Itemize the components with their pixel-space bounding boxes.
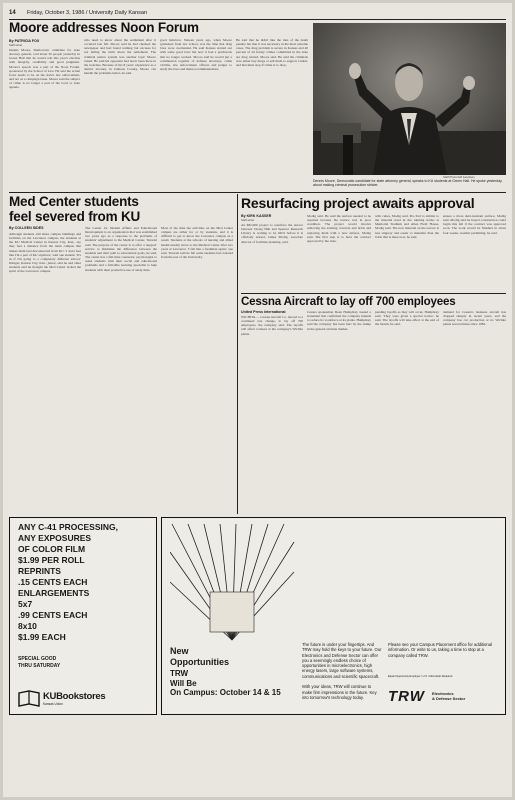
trw-ad-headline: New Opportunities [170,646,229,667]
ad-line-6: .15 CENTS EACH [18,577,88,587]
trw-ad-eoe: Equal Opportunity Employer / U.S. Citizenship Required [388,675,453,678]
ad-line-7: ENLARGEMENTS [18,588,90,598]
page-number: 14 [9,10,16,16]
photo-moore-speaking [313,23,506,175]
ad-line-3: OF COLOR FILM [18,544,86,554]
trw-ad-subhead: TRW Will Be On Campus: October 14 & 15 [170,669,281,697]
ad-line-11: $1.99 EACH [18,632,66,642]
cessna-col-2: Cessna spokesman Dean Humphrey issued a statement that confirmed the company intends to reduce its workforce at its plants. Humphrey said the company has been hurt by the slump in the general aviation market. [307,310,371,331]
divider-vertical [237,194,238,514]
folio-bar [9,8,506,20]
cessna-col-3: pending layoffs as they will occur, Humphrey said. 'They were given a special notice,' he said. The layoffs will take effect at the end of the month, he said. [375,310,439,327]
divider-top [9,192,506,193]
ad-line-2: ANY EXPOSURES [18,533,92,543]
medcenter-byline: By COLLEEN SIDES [9,226,44,230]
trw-logo-sub-1: Electronics [432,691,454,696]
medcenter-col-2: The Center for Student Affairs and Educational Development is an organization that was established two years ago as a response to the problems of students' adjustment to the Medical Center, Tutorial said. The purpose of the center is to offer a 'support' service to minimize the difference between the students and their path to educational goals, he said. The center has a full-time counselor, psychologist to assist students with their social and educational problems and a full-time learning specialist to help students with their productive use of study time. [85,226,157,272]
bookstore-logo [18,690,150,710]
cessna-headline: Cessna Aircraft to lay off 700 employees [241,295,456,308]
ad-line-4: $1.99 PER ROLL [18,555,85,565]
trw-ad-body: The future is under your fingertips. And TRW may hold the keys to your future. Our Electronics and Defense Sector can offer you a seemingly endless choice of opportunities in microelectronics, high energy lasers, large software systems, communications and scientific spacecraft. With your ideas, TRW will continue to make firm impressions in the future. Key into tomorrow's technology today. [302,642,382,700]
medcenter-col-1: Although students still share campus buildings and facilities on the Lawrence campus, the students at the KU Medical Center in Kansas City, Kan., say they feel a distance from the main campus that makes them feel disconnected from KU. 'I don't feel like I'm a part of KU anymore,' said one student. 'It's as if I'm going to a completely different school.' Klinger, Kansas City, Kan., junior, said he and other students said he thought the Med Center lacked the spirit of the Lawrence campus. [9,232,81,274]
ad-line-10: 8x10 [18,621,37,631]
cessna-col-1: WICHITA — Cessna Aircraft Co. moved to a continued rate change, to lay off 700 employees, the company said. The layoffs will affect workers at the company's Wichita plants. [241,315,303,336]
moore-photo [313,23,506,175]
cessna-col-4: demand for Cessna's business aircraft has dropped sharply in recent years, and the company has cut production at its Wichita plants several times since 1982. [443,310,506,327]
cessna-byline: United Press International [241,310,286,314]
resurfacing-col-4: ensure a more skid-resistant surface, Modig said. Modig said he hoped construction could begin this fall if the contract was approved soon. The work would be finished in about four weeks, weather permitting, he said. [443,214,506,235]
moore-byline-role: Staff writer [9,43,23,47]
trw-ad [161,517,506,715]
moore-byline: By PATRICIA FOX [9,39,40,43]
trw-sunburst-graphic [170,522,295,644]
moore-photo-credit: Staff Photo/Jeff Jacobsen [443,175,475,179]
book-icon [18,690,40,708]
trw-ad-signup: Please see your Campus Placement office for additional information. Or write to us, taking a time to stop at a company called TRW. [388,642,492,658]
medcenter-headline: Med Center students feel severed from KU [9,194,141,224]
bookstore-logo-sub: Kansas Union [43,702,63,706]
medcenter-col-3: Most of the time the activities on the Med Center campus are either for or by students, and it is difficult to get to know the Lawrence campus as a result. Students at the schools of nursing and allied health usually move to the Medical Center after two years at Lawrence. 'I felt like a freshman again,' one said. Tutorial said he felt some students feel isolated from the rest of the University. [161,226,233,260]
divider-mid [241,293,506,294]
newspaper-page [3,3,512,797]
kubookstores-ad [9,517,157,715]
trw-logo [388,688,466,705]
moore-col-4: He said that he didn't like the idea of the death penalty but that it was necessary in the most extreme cases. The drug problem is severe in Kansas and 40 percent of all felony crimes committed in the state are drug related, Moore said. He said the criminals now either buy drugs or sell them to support a habit, and that must stop if crime is to drop. [236,38,308,67]
ad-line-13: SPECIAL GOOD [18,656,57,662]
moore-photo-caption: Dennis Moore, Democratic candidate for state attorney general, speaks to KU students at Green Hall. He spoke yesterday about making criminal prosecution stricter. [313,179,502,188]
resurfacing-col-3: with cubes, Modig said. Pro-Tact is similar to the material used in the running tracks at Memorial Stadium and Allen Field House, Modig said. The new material on the terrace is less slippery and easier to maintain than the brick that is there now, he said. [375,214,439,239]
resurfacing-byline-role: Staff writer [241,218,255,222]
ad-line-14: THRU SATURDAY [18,663,61,669]
moore-col-3: good behavior. Sixteen years ago, when Moore graduated from law school, was the time that drug laws were overhauled. He said Kansas started out with some good laws but now it had a patchwork that no longer worked. Moore said he would put a commission together of defense attorneys, crime victims, law enforcement officers and judges to study the laws and make recommendations. [160,38,232,72]
bookstore-logo-text: KUBookstores [43,691,106,702]
ad-line-1: ANY C-41 PROCESSING, [18,522,118,532]
moore-headline: Moore addresses Noon Forum [9,20,199,35]
ad-line-9: .99 CENTS EACH [18,610,88,620]
resurfacing-byline: By KIRK KASSER [241,214,272,218]
folio-date-paper: Friday, October 3, 1986 / University Daily Kansan [27,10,148,16]
ad-line-8: 5x7 [18,599,33,609]
moore-col-1: Dennis Moore, Democratic candidate for state attorney general, told about 30 people yesterday in Green Hall that he would win this year's election with integrity, credibility and good judgment. Moore's speech was a part of the Noon Forum, sponsored by the School of Law. He said the actual focus needs to be on the state's law enforcement, and not as a campaign issue. Moore said the subject of crime is no longer a part of the local or state agenda. [9,48,80,90]
trw-logo-sub-2: & Defense Sector [432,696,466,701]
ad-line-5: REPRINTS [18,566,61,576]
resurfacing-col-2: Modig said. He said the surface needed to be repaired because the terrace was in poor condition. The project would involve removing the existing concrete and brick and replacing them with a new surface, Modig said. The first step is to have the contract approved by the state. [307,214,371,243]
resurfacing-headline: Resurfacing project awaits approval [241,195,475,211]
trw-logo-mark: TRW [388,688,425,705]
resurfacing-col-1: An $82,000 project to resurface the terrace between Strong Hall and Spencer Research Library is waiting to be OK'd before it is officially started, James Modig, associate director of facilities planning, said. [241,223,303,244]
moore-col-2: who need to know about the settlement after it occurred last fall. Moore said he had checked the newspaper and had found nothing but excuses for not telling the truth about the settlement. The criminal justice system was another topic Moore raised. He said his opponent had never been there in the trenches. Because of his 8 years' experience as a district attorney in Johnson County, Moore can handle the problems better, he said. [84,38,156,76]
